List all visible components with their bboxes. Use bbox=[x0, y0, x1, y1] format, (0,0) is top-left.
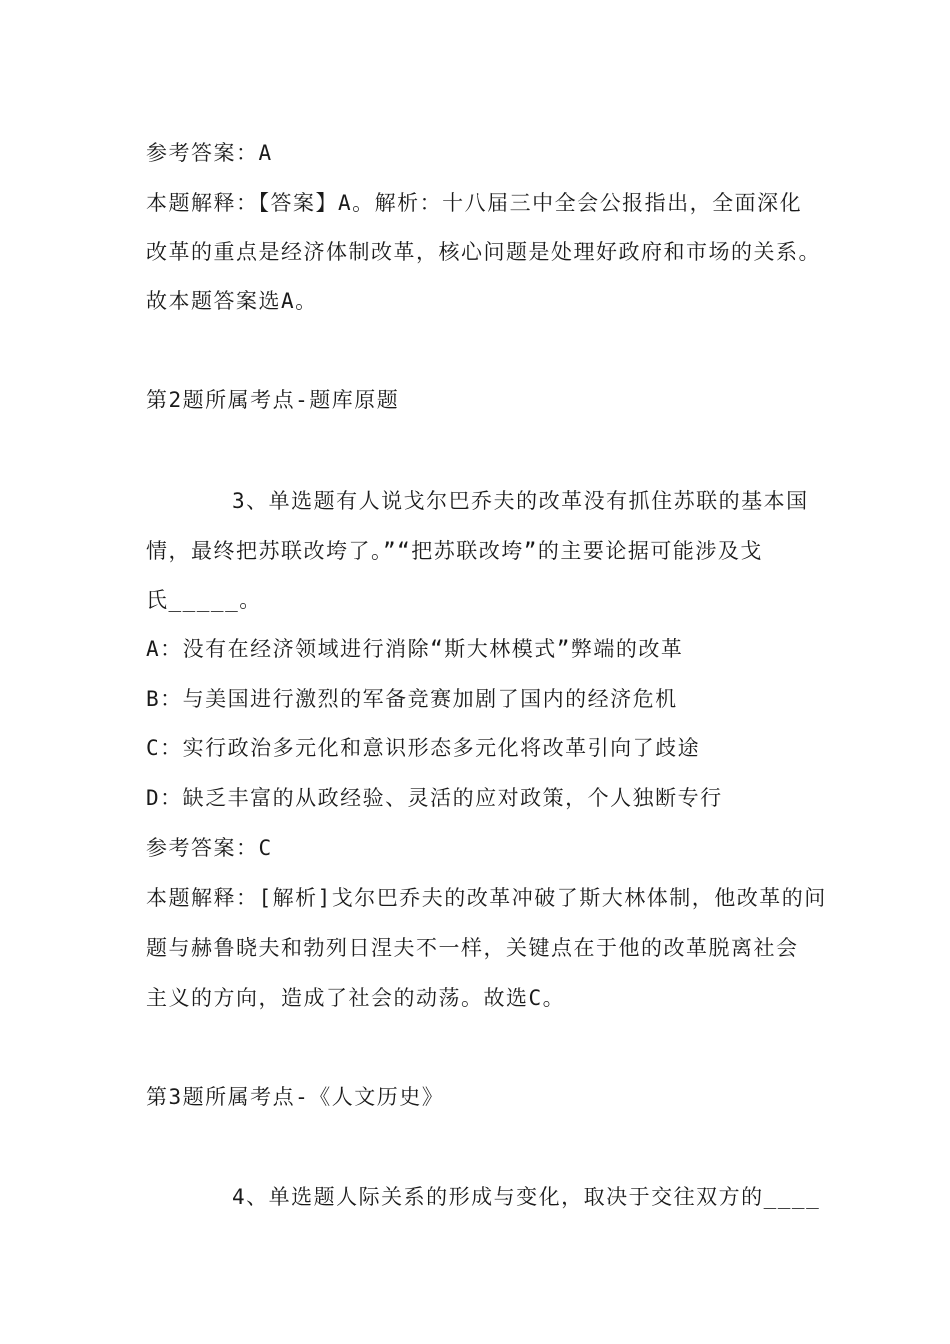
q1-explanation-line-1: 本题解释：【答案】A。解析：十八届三中全会公报指出，全面深化 bbox=[146, 191, 803, 215]
q1-answer: 参考答案：A bbox=[146, 141, 273, 165]
q3-answer: 参考答案：C bbox=[146, 836, 273, 860]
q3-stem-line-2: 情，最终把苏联改垮了。”“把苏联改垮”的主要论据可能涉及戈 bbox=[146, 539, 763, 563]
q3-point: 第3题所属考点-《人文历史》 bbox=[146, 1085, 445, 1109]
q2-point: 第2题所属考点-题库原题 bbox=[146, 388, 400, 412]
q3-stem-line-1: 3、单选题有人说戈尔巴乔夫的改革没有抓住苏联的基本国 bbox=[232, 489, 809, 513]
q3-option-d: D：缺乏丰富的从政经验、灵活的应对政策，个人独断专行 bbox=[146, 786, 723, 810]
q3-option-a: A：没有在经济领域进行消除“斯大林模式”弊端的改革 bbox=[146, 637, 684, 661]
q3-explanation-line-3: 主义的方向，造成了社会的动荡。故选C。 bbox=[146, 986, 566, 1010]
q1-explanation-line-3: 故本题答案选A。 bbox=[146, 289, 318, 313]
q3-stem-line-3: 氏_____。 bbox=[146, 588, 262, 612]
q1-explanation-line-2: 改革的重点是经济体制改革，核心问题是处理好政府和市场的关系。 bbox=[146, 240, 821, 264]
q3-option-b: B：与美国进行激烈的军备竞赛加剧了国内的经济危机 bbox=[146, 687, 678, 711]
q4-stem: 4、单选题人际关系的形成与变化，取决于交往双方的____ bbox=[232, 1185, 821, 1209]
q3-option-c: C：实行政治多元化和意识形态多元化将改革引向了歧途 bbox=[146, 736, 701, 760]
q3-explanation-line-1: 本题解释：[解析]戈尔巴乔夫的改革冲破了斯大林体制，他改革的问 bbox=[146, 886, 827, 910]
q3-explanation-line-2: 题与赫鲁晓夫和勃列日涅夫不一样，关键点在于他的改革脱离社会 bbox=[146, 936, 799, 960]
